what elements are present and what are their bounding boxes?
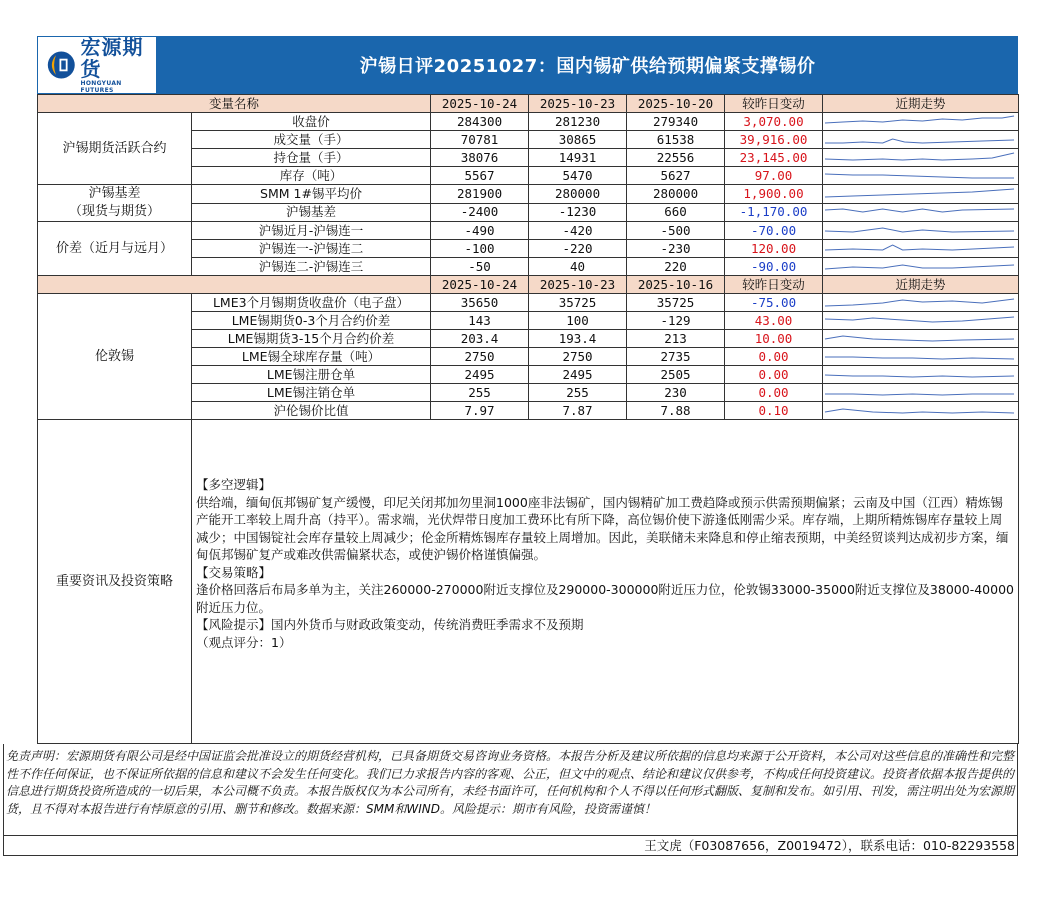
data-table [37,94,1019,744]
row-change: 97.00 [725,167,823,185]
logo-chinese-name: 宏源期货 [80,35,144,81]
row-value: 5470 [529,167,627,185]
strategy-heading: 【交易策略】 [196,564,272,580]
row-variable-name: LME锡期货3-15个月合约价差 [192,330,431,348]
col-header-date: 2025-10-20 [627,95,725,113]
table-row [38,222,1019,240]
row-change: 39,916.00 [725,131,823,149]
col-header-trend: 近期走势 [823,276,1019,294]
report-header [37,36,1018,94]
analyst-contact: 王文虎（F03087656，Z0019472），联系电话：010-82293558 [3,836,1018,856]
row-value: 7.97 [431,402,529,420]
row-change: 120.00 [725,240,823,258]
trend-sparkline [823,258,1019,276]
row-value: 35650 [431,294,529,312]
row-change: -75.00 [725,294,823,312]
trend-sparkline [823,294,1019,312]
trend-sparkline [823,167,1019,185]
row-variable-name: 库存（吨） [192,167,431,185]
row-value: 281230 [529,113,627,131]
row-change: 3,070.00 [725,113,823,131]
table-header-row [38,276,1019,294]
row-change: 0.00 [725,348,823,366]
row-value: 193.4 [529,330,627,348]
trend-sparkline [823,402,1019,420]
logic-heading: 【多空逻辑】 [196,477,272,492]
row-variable-name: 沪锡基差 [192,203,431,222]
row-value: 279340 [627,113,725,131]
group-label-london-tin: 伦敦锡 [38,294,192,420]
row-value: 255 [529,384,627,402]
row-value: 213 [627,330,725,348]
table-header-row [38,95,1019,113]
group-label-spread: 价差（近月与远月） [38,222,192,276]
row-value: 2735 [627,348,725,366]
row-value: 40 [529,258,627,276]
row-variable-name: 收盘价 [192,113,431,131]
row-variable-name: 沪伦锡价比值 [192,402,431,420]
row-value: 7.87 [529,402,627,420]
col-header-date: 2025-10-16 [627,276,725,294]
logic-text: 供给端，缅甸佤邦锡矿复产缓慢，印尼关闭邦加勿里洞1000座非法锡矿，国内锡精矿加工费趋降或预示供需预期偏紧；云南及中国（江西）精炼锡产能开工率较上周升高（持平）。需求端，光伏焊带日度加工费环比有所下降，高位锡价使下游逢低刚需少采。库存端，上期所精炼锡库存量较上周减少；中国锡锭社会库存量较上周减少；伦金所精炼锡库存量较上周增加。因此，美联储未来降息和停止缩表预期，中美经贸谈判达成初步方案，缅甸佤邦锡矿复产或难改供需偏紧状态，或使沪锡价格谨慎偏强。 [196,494,1009,562]
row-value: 2750 [529,348,627,366]
trend-sparkline [823,348,1019,366]
trend-sparkline [823,240,1019,258]
row-value: -1230 [529,203,627,222]
row-value: 22556 [627,149,725,167]
col-header-trend: 近期走势 [823,95,1019,113]
trend-sparkline [823,203,1019,222]
group-label-basis: 沪锡基差 （现货与期货） [38,185,192,222]
report-title: 沪锡日评20251027：国内锡矿供给预期偏紧支撑锡价 [359,56,816,77]
row-value: -500 [627,222,725,240]
row-value: 35725 [627,294,725,312]
row-value: -50 [431,258,529,276]
report-sheet [6,35,1018,856]
row-value: 220 [627,258,725,276]
row-value: 2505 [627,366,725,384]
row-change: 43.00 [725,312,823,330]
row-value: 100 [529,312,627,330]
row-change: -90.00 [725,258,823,276]
row-value: 30865 [529,131,627,149]
news-content [192,420,1019,744]
table-row [38,185,1019,204]
row-change: 1,900.00 [725,185,823,204]
row-value: 5627 [627,167,725,185]
strategy-text: 逢价格回落后布局多单为主，关注260000-270000附近支撑位及290000-300000附近压力位，伦敦锡33000-35000附近支撑位及38000-40000附近压力位。 [196,582,1014,615]
row-value: 255 [431,384,529,402]
col-header-blank [38,276,431,294]
trend-sparkline [823,131,1019,149]
row-value: -220 [529,240,627,258]
trend-sparkline [823,366,1019,384]
row-variable-name: 沪锡连二-沪锡连三 [192,258,431,276]
row-value: 35725 [529,294,627,312]
row-variable-name: 沪锡近月-沪锡连一 [192,222,431,240]
row-variable-name: LME锡全球库存量（吨） [192,348,431,366]
col-header-change: 较昨日变动 [725,276,823,294]
trend-sparkline [823,330,1019,348]
trend-sparkline [823,185,1019,204]
row-value: 143 [431,312,529,330]
row-value: 61538 [627,131,725,149]
row-value: 660 [627,203,725,222]
row-change: -70.00 [725,222,823,240]
row-value: 14931 [529,149,627,167]
row-value: -420 [529,222,627,240]
news-label: 重要资讯及投资策略 [38,420,192,744]
row-value: 280000 [627,185,725,204]
col-header-date: 2025-10-24 [431,95,529,113]
col-header-date: 2025-10-23 [529,95,627,113]
row-variable-name: LME锡注册仓单 [192,366,431,384]
trend-sparkline [823,222,1019,240]
row-value: 2495 [529,366,627,384]
trend-sparkline [823,149,1019,167]
row-value: -490 [431,222,529,240]
row-value: 7.88 [627,402,725,420]
row-change: 23,145.00 [725,149,823,167]
row-value: 5567 [431,167,529,185]
row-variable-name: 沪锡连一-沪锡连二 [192,240,431,258]
table-row [38,294,1019,312]
row-change: 10.00 [725,330,823,348]
logo-english-name: HONGYUAN FUTURES [80,80,122,94]
row-variable-name: LME锡注销仓单 [192,384,431,402]
table-row [38,113,1019,131]
row-value: -2400 [431,203,529,222]
news-row [38,420,1019,744]
group-label-active-contract: 沪锡期货活跃合约 [38,113,192,185]
col-header-change: 较昨日变动 [725,95,823,113]
row-variable-name: LME3个月锡期货收盘价（电子盘） [192,294,431,312]
row-change: 0.00 [725,366,823,384]
row-change: 0.10 [725,402,823,420]
col-header-name: 变量名称 [38,95,431,113]
risk-text: 【风险提示】国内外货币与财政政策变动，传统消费旺季需求不及预期 [196,617,584,632]
trend-sparkline [823,312,1019,330]
row-change: 0.00 [725,384,823,402]
row-value: -230 [627,240,725,258]
row-value: -100 [431,240,529,258]
row-value: 230 [627,384,725,402]
row-variable-name: 成交量（手） [192,131,431,149]
row-value: 281900 [431,185,529,204]
row-variable-name: 持仓量（手） [192,149,431,167]
col-header-date: 2025-10-23 [529,276,627,294]
row-value: 70781 [431,131,529,149]
trend-sparkline [823,384,1019,402]
disclaimer: 免责声明：宏源期货有限公司是经中国证监会批准设立的期货经营机构，已具备期货交易咨询业务资格。本报告分析及建议所依据的信息均来源于公开资料，本公司对这些信息的准确性和完整性不作任何保证，也不保证所依据的信息和建议不会发生任何变化。我们已力求报告内容的客观、公正，但文中的观点、结论和建议仅供参考，不构成任何投资建议。投资者依据本报告提供的信息进行期货投资所造成的一切后果，本公司概不负责。本报告版权仅为本公司所有，未经书面许可，任何机构和个人不得以任何形式翻版、复制和发布。如引用、刊发，需注明出处为宏源期货，且不得对本报告进行有悖原意的引用、删节和修改。数据来源：SMM和WIND。风险提示：期市有风险，投资需谨慎！ [3,744,1018,836]
row-variable-name: SMM 1#锡平均价 [192,185,431,204]
row-value: 2495 [431,366,529,384]
row-value: -129 [627,312,725,330]
trend-sparkline [823,113,1019,131]
row-value: 2750 [431,348,529,366]
row-variable-name: LME锡期货0-3个月合约价差 [192,312,431,330]
row-change: -1,170.00 [725,203,823,222]
row-value: 284300 [431,113,529,131]
score-text: （观点评分：1） [196,634,292,650]
hongyuan-logo-icon [46,48,77,82]
company-logo [37,36,157,94]
row-value: 280000 [529,185,627,204]
row-value: 203.4 [431,330,529,348]
col-header-date: 2025-10-24 [431,276,529,294]
row-value: 38076 [431,149,529,167]
